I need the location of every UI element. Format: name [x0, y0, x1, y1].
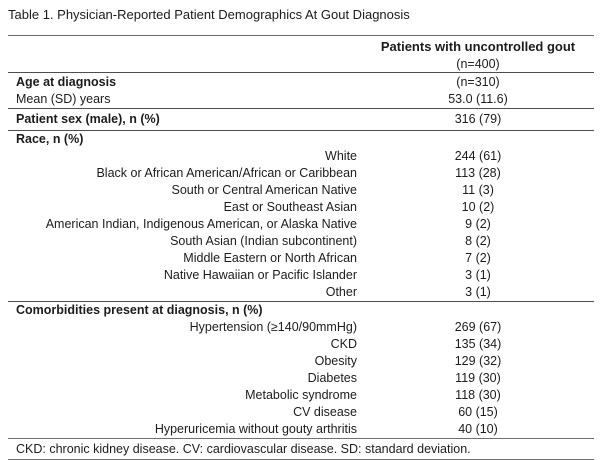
row-value: 8 (2)	[465, 234, 491, 248]
table-row	[8, 301, 594, 319]
row-label: Hypertension (≥140/90mmHg)	[189, 320, 357, 334]
table-row	[8, 387, 594, 404]
row-label: East or Southeast Asian	[223, 200, 357, 214]
row-value: 269 (67)	[454, 320, 502, 334]
header-value-cell	[362, 36, 594, 72]
table-row	[8, 73, 594, 91]
column-header-title: Patients with uncontrolled gout	[380, 39, 576, 54]
table-row	[8, 199, 594, 216]
row-value: 3 (1)	[465, 285, 491, 299]
header-empty-cell	[8, 36, 362, 72]
table-row	[8, 421, 594, 438]
row-value: 10 (2)	[461, 200, 495, 214]
row-value: 53.0 (11.6)	[448, 92, 508, 106]
table-header	[8, 35, 594, 73]
table-row	[8, 233, 594, 250]
table-row	[8, 182, 594, 199]
row-value: 60 (15)	[458, 405, 498, 419]
row-label: Diabetes	[307, 371, 357, 385]
table-row	[8, 108, 594, 130]
demographics-table	[8, 35, 594, 460]
table-title: Table 1. Physician-Reported Patient Demographics At Gout Diagnosis	[8, 7, 410, 22]
table-body	[8, 73, 594, 438]
table-row	[8, 284, 594, 301]
table-row	[8, 91, 594, 108]
row-value: (n=310)	[456, 75, 500, 89]
row-value: 135 (34)	[454, 337, 502, 351]
row-value: 40 (10)	[458, 422, 498, 436]
row-label: Age at diagnosis	[16, 75, 117, 89]
row-label: Race, n (%)	[16, 132, 84, 146]
row-label: South Asian (Indian subcontinent)	[170, 234, 357, 248]
row-label: CKD	[330, 337, 357, 351]
row-value: 9 (2)	[465, 217, 491, 231]
row-label: Metabolic syndrome	[245, 388, 357, 402]
table-row	[8, 370, 594, 387]
row-label: Native Hawaiian or Pacific Islander	[163, 268, 357, 282]
row-label: Patient sex (male), n (%)	[16, 112, 160, 126]
row-label: American Indian, Indigenous American, or Alaska Native	[45, 217, 357, 231]
row-value: 316 (79)	[454, 112, 502, 126]
table-footnote: CKD: chronic kidney disease. CV: cardiovascular disease. SD: standard deviation.	[8, 438, 594, 460]
row-label: Obesity	[314, 354, 357, 368]
row-label: Hyperuricemia without gouty arthritis	[154, 422, 357, 436]
row-value: 113 (28)	[455, 166, 501, 180]
row-value	[362, 131, 594, 148]
row-label: CV disease	[293, 405, 357, 419]
table-row	[8, 216, 594, 233]
row-value: 11 (3)	[462, 183, 494, 197]
table-row	[8, 250, 594, 267]
table-row	[8, 336, 594, 353]
table-row	[8, 148, 594, 165]
row-label: South or Central American Native	[171, 183, 357, 197]
table-row	[8, 130, 594, 148]
row-value: 244 (61)	[454, 149, 502, 163]
row-label: Comorbidities present at diagnosis, n (%)	[16, 303, 263, 317]
table-row	[8, 267, 594, 284]
table-row	[8, 319, 594, 336]
row-value: 129 (32)	[454, 354, 502, 368]
row-label: Mean (SD) years	[16, 92, 111, 106]
row-label: Black or African American/African or Caribbean	[96, 166, 357, 180]
row-value: 118 (30)	[455, 388, 501, 402]
table-row	[8, 165, 594, 182]
row-value	[362, 302, 594, 319]
row-value: 119 (30)	[455, 371, 501, 385]
column-header-n: (n=400)	[456, 57, 500, 71]
row-label: White	[325, 149, 357, 163]
row-value: 7 (2)	[465, 251, 491, 265]
table-row	[8, 404, 594, 421]
table-row	[8, 353, 594, 370]
row-label: Middle Eastern or North African	[183, 251, 357, 265]
row-label: Other	[325, 285, 357, 299]
row-value: 3 (1)	[465, 268, 491, 282]
